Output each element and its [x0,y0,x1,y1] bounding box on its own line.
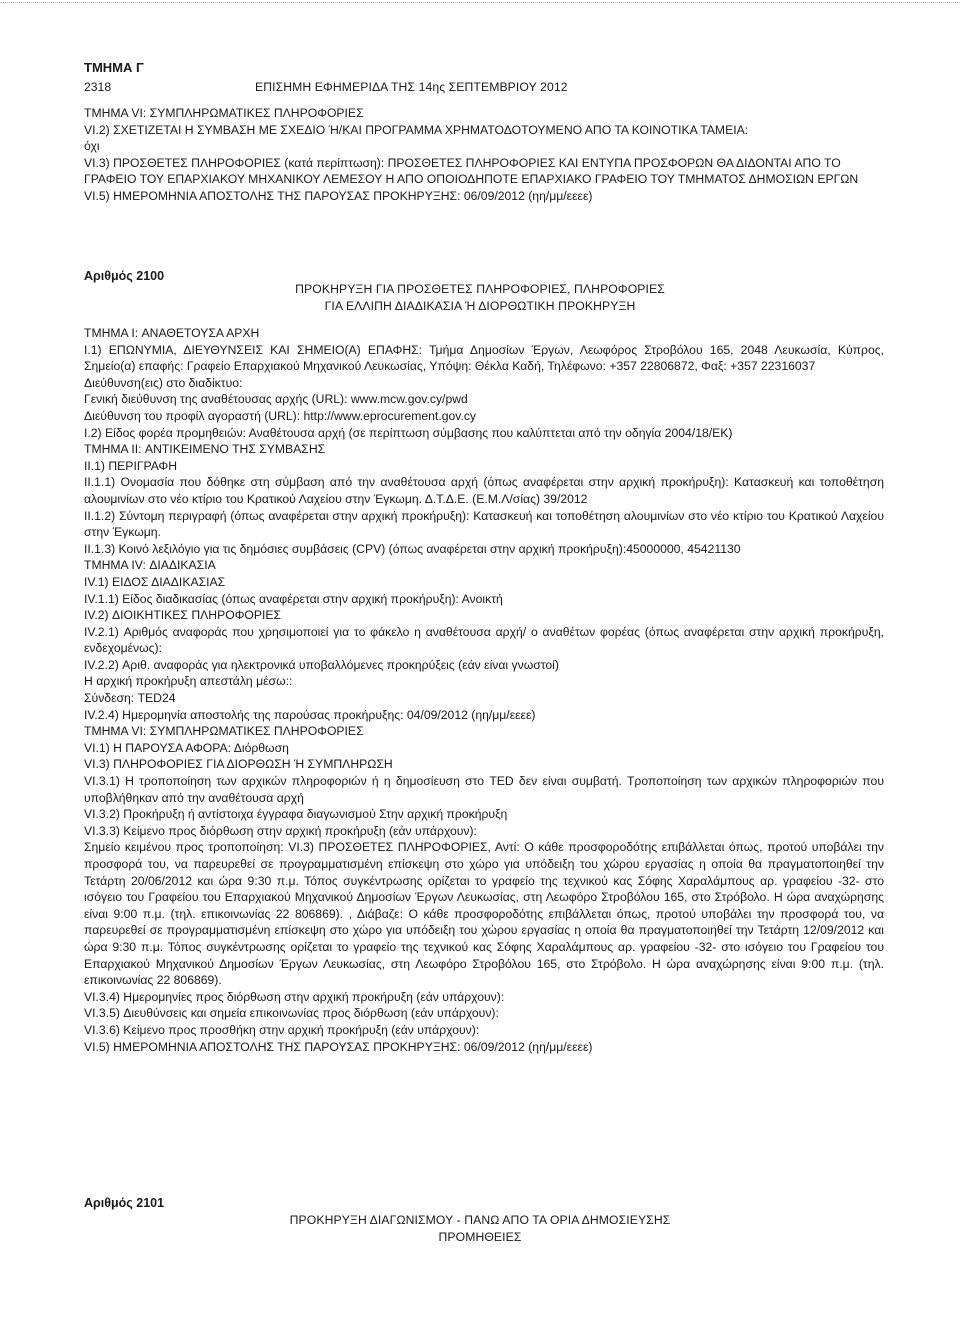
paragraph: Σημείο κειμένου προς τροποποίηση: VI.3) ΠΡΟΣΘΕΤΕΣ ΠΛΗΡΟΦΟΡΙΕΣ, Αντί: Ο κάθε προσφοροδότης επιβάλλεται όπως, προτού υποβάλει την προσφορά του, να παρευρεθεί σε προγραμματισμένη επίσκεψη στο χώρο για υπόδειξη του χώρου εργασίας η οποία θα πραγματοποιηθεί την Τετάρτη 20/06/2012 και ώρα 9:30 π.μ. Τόπος συγκέντρωσης ορίζεται το γραφείο της τεχνικού κας Σόφης Χαραλάμπους αρ. γραφείου -32- στο ισόγειο του Γραφείου του Επαρχιακού Μηχανικού Δημοσίων Έργων Λευκωσίας, στη Λεωφόρο Στροβόλου 165, στο Στρόβολο. Η ώρα αναχώρησης είναι 9:00 π.μ. (τηλ. επικοινωνίας 22 806869). , Διάβαζε: Ο κάθε προσφοροδότης επιβάλλεται όπως, προτού υποβάλει την προσφορά του, να παρευρεθεί σε προγραμματισμένη επίσκεψη στο χώρο για υπόδειξη του χώρου εργασίας η οποία θα πραγματοποιηθεί την Τετάρτη 12/09/2012 και ώρα 9:30 π.μ. Τόπος συγκέντρωσης ορίζεται το γραφείο της τεχνικού κας Σόφης Χαραλάμπους αρ. γραφείου -32- στο ισόγειο του Γραφείου του Επαρχιακού Μηχανικού Δημοσίων Έργων Λευκωσίας, στη Λεωφόρο Στροβόλου 165, στο Στρόβολο. Η ώρα αναχώρησης είναι 9:00 π.μ. (τηλ. επικοινωνίας 22 806869). [84,840,884,988]
paragraph: ΤΜΗΜΑ VI: ΣΥΜΠΛΗΡΩΜΑΤΙΚΕΣ ΠΛΗΡΟΦΟΡΙΕΣ [84,106,364,120]
paragraph: VI.3.3) Κείμενο προς διόρθωση στην αρχική προκήρυξη (εάν υπάρχουν): [84,823,477,838]
paragraph: Η αρχική προκήρυξη απεστάλη μέσω:: [84,674,293,689]
paragraph: IV.2.4) Ημερομηνία αποστολής της παρούσας προκήρυξης: 04/09/2012 (ηη/μμ/εεεε) [84,707,536,722]
paragraph: ΤΜΗΜΑ II: ΑΝΤΙΚΕΙΜΕΝΟ ΤΗΣ ΣΥΜΒΑΣΗΣ [84,442,326,457]
paragraph: όχι [84,139,100,154]
paragraph: VI.3.5) Διευθύνσεις και σημεία επικοινωνίας προς διόρθωση (εάν υπάρχουν): [84,1006,499,1021]
notice-number-2100: Αριθμός 2100 [84,269,165,283]
paragraph: VI.3.4) Ημερομηνίες προς διόρθωση στην αρχική προκήρυξη (εάν υπάρχουν): [84,989,505,1004]
journal-title: ΕΠΙΣΗΜΗ ΕΦΗΜΕΡΙΔΑ ΤΗΣ 14ης ΣΕΠΤΕΜΒΡΙΟΥ 2012 [255,80,568,94]
paragraph: VI.5) ΗΜΕΡΟΜΗΝΙΑ ΑΠΟΣΤΟΛΗΣ ΤΗΣ ΠΑΡΟΥΣΑΣ ΠΡΟΚΗΡΥΞΗΣ: 06/09/2012 (ηη/μμ/εεεε) [84,1039,593,1054]
paragraph: VI.3.6) Κείμενο προς προσθήκη στην αρχική προκήρυξη (εάν υπάρχουν): [84,1022,480,1037]
paragraph: II.1.2) Σύντομη περιγραφή (όπως αναφέρεται στην αρχική προκήρυξη): Κατασκευή και τοποθέτηση αλουμινίων στο νέο κτίριο του Κρατικού Λαχείου στην Έγκωμη. [84,508,884,540]
paragraph: II.1.1) Ονομασία που δόθηκε στη σύμβαση από την αναθέτουσα αρχή (όπως αναφέρεται στην αρχική προκήρυξη): Κατασκευή και τοποθέτηση αλουμινίων στο νέο κτίριο του Κρατικού Λαχείου στην Έγκωμη. Δ.Τ.Δ.Ε. (Ε.Μ.Λ/σίας) 39/2012 [84,475,884,506]
paragraph: I.2) Είδος φορέα προμηθειών: Αναθέτουσα αρχή (σε περίπτωση σύμβασης που καλύπτεται από την οδηγία 2004/18/ΕΚ) [84,425,733,440]
paragraph: VI.1) Η ΠΑΡΟΥΣΑ ΑΦΟΡΑ: Διόρθωση [84,740,289,755]
scan-top-border [0,2,960,3]
paragraph: VI.3.1) Η τροποποίηση των αρχικών πληροφοριών ή η δημοσίευση στο TED δεν είναι συμβατή. Τροποποίηση των αρχικών πληροφοριών που υποβλήθηκαν από την αναθέτουσα αρχή [84,774,884,805]
paragraph: VI.5) ΗΜΕΡΟΜΗΝΙΑ ΑΠΟΣΤΟΛΗΣ ΤΗΣ ΠΑΡΟΥΣΑΣ ΠΡΟΚΗΡΥΞΗΣ: 06/09/2012 (ηη/μμ/εεεε) [84,188,593,203]
previous-notice-tail [84,105,884,205]
paragraph: Διεύθυνση του προφίλ αγοραστή (URL): http://www.eprocurement.gov.cy [84,408,477,423]
paragraph: Διεύθυνση(εις) στο διαδίκτυο: [84,375,243,390]
page-number: 2318 [84,80,112,94]
notice-title-2100 [130,281,830,314]
notice-title-line: ΠΡΟΚΗΡΥΞΗ ΓΙΑ ΠΡΟΣΘΕΤΕΣ ΠΛΗΡΟΦΟΡΙΕΣ, ΠΛΗΡΟΦΟΡΙΕΣ [295,282,665,296]
paragraph: IV.2.1) Αριθμός αναφοράς που χρησιμοποιεί για το φάκελο η αναθέτουσα αρχή/ ο αναθέτων φορέας (όπως αναφέρεται στην αρχική προκήρυξη, ενδεχομένως): [84,624,884,656]
paragraph: I.1) ΕΠΩΝΥΜΙΑ, ΔΙΕΥΘΥΝΣΕΙΣ ΚΑΙ ΣΗΜΕΙΟ(Α) ΕΠΑΦΗΣ: Τμήμα Δημοσίων Έργων, Λεωφόρος Στροβόλου 165, 2048 Λευκωσία, Κύπρος, Σημείο(α) επαφής: Γραφείο Επαρχιακού Μηχανικού Λευκωσίας, Υπόψη: Θέκλα Καδή, Τηλέφωνο: +357 22806872, Φαξ: +357 22316037 [84,342,884,374]
paragraph: VI.3) ΠΛΗΡΟΦΟΡΙΕΣ ΓΙΑ ΔΙΟΡΘΩΣΗ Ή ΣΥΜΠΛΗΡΩΣΗ [84,757,393,772]
paragraph: VI.2) ΣΧΕΤΙΖΕΤΑΙ Η ΣΥΜΒΑΣΗ ΜΕ ΣΧΕΔΙΟ Ή/ΚΑΙ ΠΡΟΓΡΑΜΜΑ ΧΡΗΜΑΤΟΔΟΤΟΥΜΕΝΟ ΑΠΟ ΤΑ ΚΟΙΝΟΤΙΚΑ ΤΑΜΕΙΑ: [84,122,749,137]
notice-body-2100 [84,325,884,1055]
notice-title-2101 [130,1212,830,1245]
notice-number-2101: Αριθμός 2101 [84,1196,165,1210]
paragraph: VI.3.2) Προκήρυξη ή αντίστοιχα έγγραφα διαγωνισμού Στην αρχική προκήρυξη [84,807,508,822]
section-label: ΤΜΗΜΑ Γ [84,60,144,75]
notice-title-line: ΓΙΑ ΕΛΛΙΠΗ ΔΙΑΔΙΚΑΣΙΑ Ή ΔΙΟΡΘΩΤΙΚΗ ΠΡΟΚΗΡΥΞΗ [324,298,636,313]
paragraph: IV.2) ΔΙΟΙΚΗΤΙΚΕΣ ΠΛΗΡΟΦΟΡΙΕΣ [84,608,282,623]
notice-title-line: ΠΡΟΚΗΡΥΞΗ ΔΙΑΓΩΝΙΣΜΟΥ - ΠΑΝΩ ΑΠΟ ΤΑ ΟΡΙΑ ΔΗΜΟΣΙΕΥΣΗΣ [289,1213,671,1227]
paragraph: ΤΜΗΜΑ I: ΑΝΑΘΕΤΟΥΣΑ ΑΡΧΗ [84,326,260,340]
paragraph: IV.2.2) Αριθ. αναφοράς για ηλεκτρονικά υποβαλλόμενες προκηρύξεις (εάν είναι γνωστοί) [84,657,559,672]
paragraph: Σύνδεση: TED24 [84,691,176,706]
paragraph: ΤΜΗΜΑ IV: ΔΙΑΔΙΚΑΣΙΑ [84,558,216,573]
paragraph: ΤΜΗΜΑ VI: ΣΥΜΠΛΗΡΩΜΑΤΙΚΕΣ ΠΛΗΡΟΦΟΡΙΕΣ [84,724,364,739]
paragraph: Γενική διεύθυνση της αναθέτουσας αρχής (URL): www.mcw.gov.cy/pwd [84,392,468,407]
paragraph: II.1.3) Κοινό λεξιλόγιο για τις δημόσιες συμβάσεις (CPV) (όπως αναφέρεται στην αρχική προκήρυξη):45000000, 45421130 [84,541,741,556]
notice-title-line: ΠΡΟΜΗΘΕΙΕΣ [438,1229,522,1244]
page-header [84,79,884,97]
paragraph: II.1) ΠΕΡΙΓΡΑΦΗ [84,458,178,473]
paragraph: IV.1) ΕΙΔΟΣ ΔΙΑΔΙΚΑΣΙΑΣ [84,574,226,589]
paragraph: VI.3) ΠΡΟΣΘΕΤΕΣ ΠΛΗΡΟΦΟΡΙΕΣ (κατά περίπτωση): ΠΡΟΣΘΕΤΕΣ ΠΛΗΡΟΦΟΡΙΕΣ ΚΑΙ ΕΝΤΥΠΑ ΠΡΟΣΦΟΡΩΝ ΘΑ ΔΙΔΟΝΤΑΙ ΑΠΟ ΤΟ ΓΡΑΦΕΙΟ ΤΟΥ ΕΠΑΡΧΙΑΚΟΥ ΜΗΧΑΝΙΚΟΥ ΛΕΜΕΣΟΥ Η ΑΠΟ ΟΠΟΙΟΔΗΠΟΤΕ ΕΠΑΡΧΙΑΚΟ ΓΡΑΦΕΙΟ ΤΟΥ ΤΜΗΜΑΤΟΣ ΔΗΜΟΣΙΩΝ ΕΡΓΩΝ [84,155,859,187]
paragraph: IV.1.1) Είδος διαδικασίας (όπως αναφέρεται στην αρχική προκήρυξη): Ανοικτή [84,591,503,606]
